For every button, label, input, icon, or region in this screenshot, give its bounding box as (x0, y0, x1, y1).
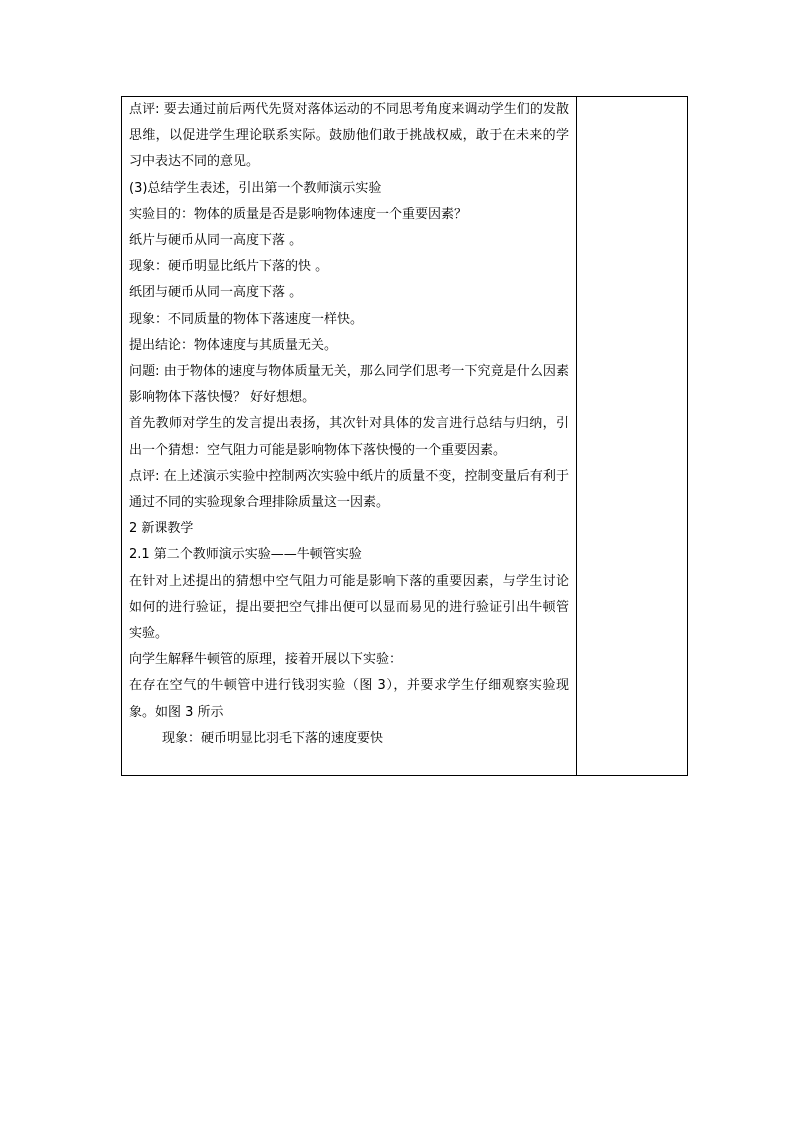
experiment-purpose: 实验目的：物体的质量是否是影响物体速度一个重要因素？ (129, 206, 468, 222)
experiment-phenomenon: 现象：不同质量的物体下落速度一样快。 (129, 311, 364, 327)
teacher-summary-paragraph: 首先教师对学生的发言提出表扬，其次针对具体的发言进行总结与归纳，引出一个猜想：空气阻力可能是影响物体下落快慢的一个重要因素。 (129, 416, 569, 458)
section-heading: 2 新课教学 (129, 521, 194, 537)
explanation-paragraph: 向学生解释牛顿管的原理，接着开展以下实验： (129, 652, 403, 668)
experiment-phenomenon: 现象：硬币明显比羽毛下落的速度要快 (162, 730, 384, 746)
discussion-paragraph: 在针对上述提出的猜想中空气阻力可能是影响下落的重要因素，与学生讨论如何的进行验证，提出要把空气排出便可以显而易见的进行验证引出牛顿管实验。 (129, 573, 569, 642)
comment-paragraph: 点评: 在上述演示实验中控制两次实验中纸片的质量不变，控制变量后有利于通过不同的实验现象合理排除质量这一因素。 (129, 468, 569, 511)
comment-paragraph: 点评: 要去通过前后两代先贤对落体运动的不同思考角度来调动学生们的发散思维，以促进学生理论联系实际。鼓励他们敢于挑战权威，敢于在未来的学习中表达不同的意见。 (129, 102, 569, 170)
conclusion-paragraph: 提出结论：物体速度与其质量无关。 (129, 337, 338, 353)
experiment-phenomenon: 现象：硬币明显比纸片下落的快 。 (129, 259, 329, 275)
experiment-step: 纸片与硬币从同一高度下落 。 (129, 233, 303, 249)
section-heading: (3)总结学生表述，引出第一个教师演示实验 (129, 180, 382, 196)
experiment-step: 纸团与硬币从同一高度下落 。 (129, 285, 303, 301)
subsection-heading: 2.1 第二个教师演示实验——牛顿管实验 (129, 547, 362, 563)
lesson-table (121, 96, 688, 776)
experiment-step: 在存在空气的牛顿管中进行钱羽实验（图 3），并要求学生仔细观察实验现象。如图 3 所示 (129, 678, 569, 720)
question-paragraph: 问题: 由于物体的速度与物体质量无关，那么同学们思考一下究竟是什么因素影响物体下落快慢？ 好好想想。 (129, 364, 569, 406)
empty-side-cell (577, 97, 687, 775)
content-cell (129, 97, 569, 752)
